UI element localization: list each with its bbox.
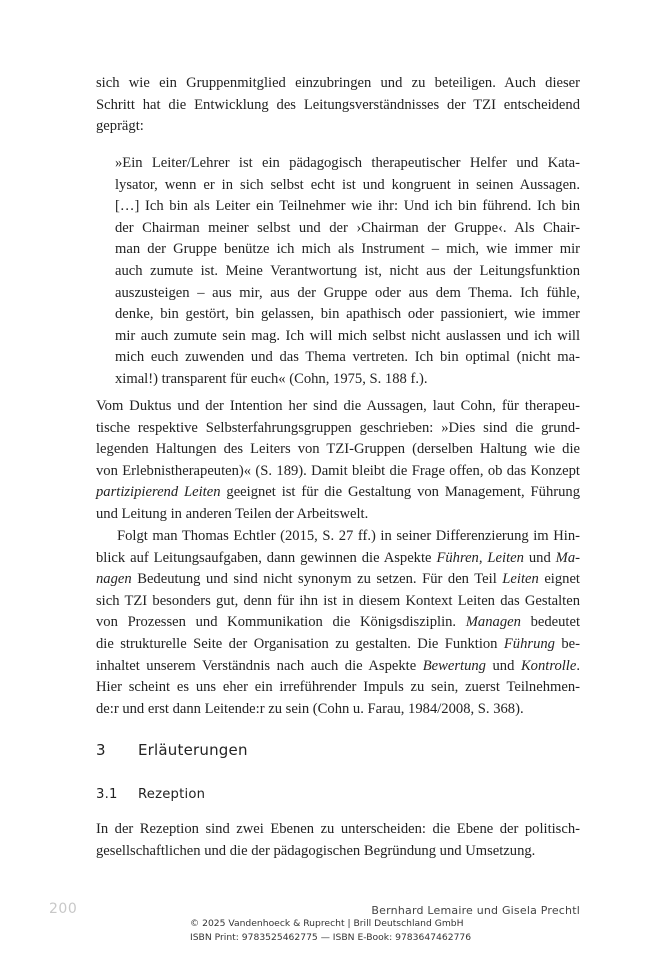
page-number: 200 <box>49 901 78 917</box>
italic-term: Führen, Leiten <box>436 549 524 566</box>
quote-line: mir auch zumute sein mag. Ich will mich selbst nicht auslassen und ich will <box>115 327 580 344</box>
text-line: gesellschaftlichen und die der pädagogischen Begründung und Umsetzung. <box>96 842 536 859</box>
quote-line: man der Gruppe benütze ich mich als Instrument – mich, wie immer mir <box>115 241 580 258</box>
text-line: de:r und erst dann Leitende:r zu sein (Cohn u. Farau, 1984/2008, S. 368). <box>96 700 524 717</box>
quote-line: auch zumute ist. Meine Verantwortung ist, nicht aus der Leitungsfunktion <box>115 262 580 279</box>
text-line: partizipierend Leiten geeignet ist für die Gestaltung von Management, Führung <box>96 484 580 501</box>
quote-line: lysator, wenn er in sich selbst echt ist und kongruent in seinen Aussagen. <box>115 176 580 193</box>
text-line: blick auf Leitungsaufgaben, dann gewinnen die Aspekte Führen, Leiten und Ma- <box>96 549 580 566</box>
copyright-notice <box>190 917 471 945</box>
italic-term: Managen <box>465 614 521 631</box>
text-line: nagen Bedeutung und sind nicht synonym zu setzen. Für den Teil Leiten eignet <box>96 571 580 588</box>
text-line: In der Rezeption sind zwei Ebenen zu unterscheiden: die Ebene der politisch- <box>96 821 580 837</box>
text-line: inhaltet unserem Verständnis nach auch die Aspekte Bewertung und Kontrolle. <box>96 657 580 674</box>
quote-line: […] Ich bin als Leiter ein Teilnehmer wie ihr: Und ich bin führend. Ich bin <box>115 198 580 215</box>
italic-term: Bewertung <box>422 657 486 674</box>
text-line: von Prozessen und Kommunikation die Königsdisziplin. Managen bedeutet <box>96 614 580 631</box>
text-line: legenden Haltungen des Leiters von TZI-Gruppen (derselben Haltung wie die <box>96 441 580 458</box>
text-line: Schritt hat die Entwicklung des Leitungsverständnisses der TZI entscheidend <box>96 96 580 113</box>
paragraph-echtler <box>96 526 580 720</box>
text-line: die strukturelle Seite der Organisation zu gestalten. Die Funktion Führung be- <box>96 635 580 652</box>
paragraph-intro <box>96 73 580 138</box>
text-line: Vom Duktus und der Intention her sind die Aussagen, laut Cohn, für therapeu- <box>96 398 580 414</box>
text-line: sich wie ein Gruppenmitglied einzubringen und zu beteiligen. Auch dieser <box>96 75 580 91</box>
text-line: sich TZI besonders gut, denn für ihn ist in diesem Kontext Leiten das Gestalten <box>96 592 580 609</box>
text-line: von Erlebnistherapeuten)« (S. 189). Damit bleibt die Frage offen, ob das Konzept <box>96 462 580 479</box>
section-title: Erläuterungen <box>138 741 248 759</box>
quote-line: der Chairman meiner selbst und der ›Chairman der Gruppe‹. Als Chair- <box>115 219 580 236</box>
italic-term: partizipierend Leiten <box>96 484 221 501</box>
italic-term: Ma- <box>555 549 580 566</box>
block-quote <box>115 153 580 391</box>
section-number: 3 <box>96 741 106 759</box>
italic-term: nagen <box>96 571 132 588</box>
subsection-number: 3.1 <box>96 787 118 802</box>
text-line: Hier scheint es uns eher ein irreführender Impuls zu sein, zuerst Teilnehmen- <box>96 679 580 696</box>
running-head: Bernhard Lemaire und Gisela Prechtl <box>371 904 580 917</box>
text-line: tische respektive Selbsterfahrungsgruppen geschrieben: »Dies sind die grund- <box>96 419 580 436</box>
quote-line: auszusteigen – aus mir, aus der Gruppe oder aus dem Thema. Ich fühle, <box>115 284 580 301</box>
text-line: geprägt: <box>96 118 144 135</box>
quote-line: denke, bin gestört, bin gelassen, bin apathisch oder passioniert, wie immer <box>115 306 580 323</box>
quote-line: mich euch zuwenden und das Thema vertreten. Ich bin optimal (nicht ma- <box>115 349 580 366</box>
quote-line: »Ein Leiter/Lehrer ist ein pädagogisch therapeutischer Helfer und Kata- <box>115 155 580 171</box>
paragraph-rezeption <box>96 819 580 862</box>
subsection-title: Rezeption <box>138 787 206 802</box>
subsection-heading <box>96 787 205 802</box>
section-heading <box>96 741 248 759</box>
paragraph-duktus <box>96 396 580 526</box>
italic-term: Führung <box>503 635 555 652</box>
text-line: Folgt man Thomas Echtler (2015, S. 27 ff.) in seiner Differenzierung im Hin- <box>117 528 580 544</box>
isbn-line: ISBN Print: 9783525462775 — ISBN E-Book: 9783647462776 <box>190 932 472 943</box>
copyright-line: © 2025 Vandenhoeck & Ruprecht | Brill Deutschland GmbH <box>190 918 464 929</box>
text-line: und Leitung in anderen Teilen der Arbeitswelt. <box>96 505 369 522</box>
italic-term: Leiten <box>502 571 539 588</box>
italic-term: Kontrolle <box>520 657 577 674</box>
quote-line: ximal!) transparent für euch« (Cohn, 1975, S. 188 f.). <box>115 370 428 387</box>
